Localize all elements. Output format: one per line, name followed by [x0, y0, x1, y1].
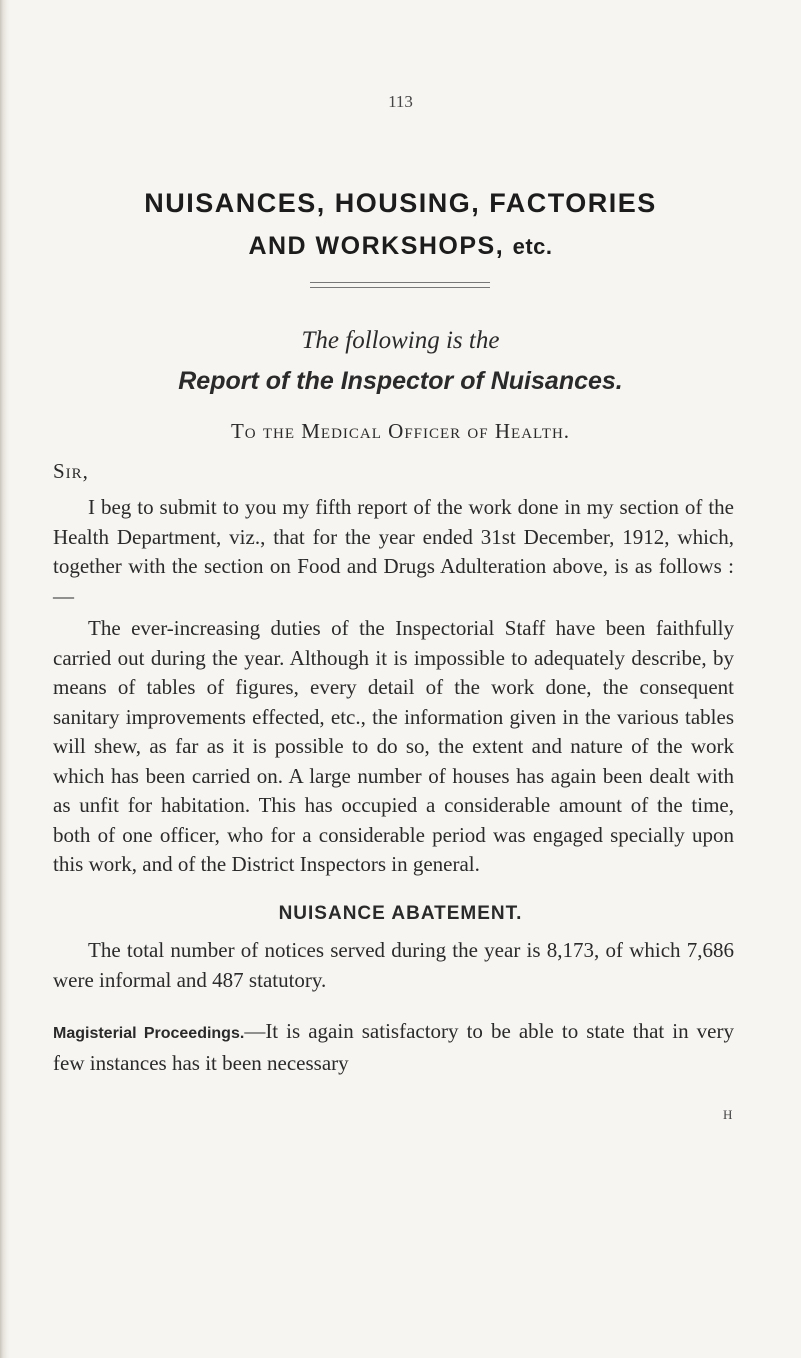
- section-heading-nuisance-abatement: NUISANCE ABATEMENT.: [278, 903, 523, 924]
- document-title-line-2-main: AND WORKSHOPS,: [248, 232, 505, 260]
- addressee-line: To the Medical Officer of Health.: [230, 419, 571, 443]
- document-title-line-1: NUISANCES, HOUSING, FACTORIES: [144, 188, 657, 218]
- salutation: Sir,: [53, 459, 89, 483]
- paragraph-duties: The ever-increasing duties of the Inspectorial Staff have been faithfully carried out during the year. Although it is impossible to adequately describe, by means of tables of figures, every detail of the work done, the consequent sanitary improvements effected, etc., the information given in the various tables will shew, as far as it is possible to do so, the extent and nature of the work which has been carried on. A large number of houses has again been dealt with as unfit for habitation. This has occupied a considerable amount of the time, both of one officer, who for a considerable period was engaged specially upon this work, and of the District Inspectors in general.: [53, 616, 734, 876]
- paragraph-intro: I beg to submit to you my fifth report of the work done in my section of the Health Department, viz., that for the year ended 31st December, 1912, which, together with the section on Food and Drugs Adulteration above, is as follows :—: [53, 495, 734, 608]
- report-heading: Report of the Inspector of Nuisances.: [178, 367, 623, 395]
- document-title-line-2: [0, 232, 801, 261]
- signature-mark: H: [723, 1107, 733, 1122]
- paragraph-notices: The total number of notices served during the year is 8,173, of which 7,686 were informal and 487 statutory.: [53, 938, 734, 992]
- paragraph-magisterial: [53, 1017, 734, 1078]
- page-number: 113: [388, 92, 413, 111]
- title-divider: [310, 282, 490, 288]
- paragraph-magisterial-text: —It is again satisfactory to be able to state that in very few instances has it been necessary: [53, 1019, 734, 1075]
- runin-heading-magisterial: Magisterial Proceedings.: [53, 1025, 245, 1042]
- intro-line-1: The following is the: [301, 327, 500, 354]
- document-title-etc: etc.: [512, 234, 553, 259]
